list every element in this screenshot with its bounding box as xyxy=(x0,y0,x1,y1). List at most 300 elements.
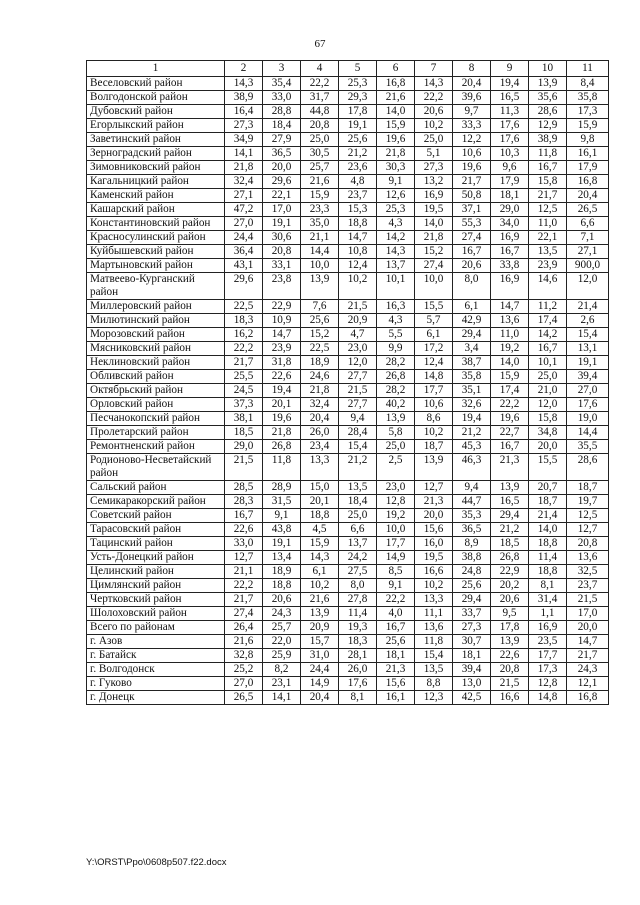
table-cell: 16,7 xyxy=(529,161,567,175)
table-cell: 36,4 xyxy=(225,245,263,259)
table-cell: 35,3 xyxy=(453,509,491,523)
table-cell: 55,3 xyxy=(453,217,491,231)
table-cell: 18,5 xyxy=(491,537,529,551)
table-cell: 13,6 xyxy=(491,314,529,328)
table-cell: 24,3 xyxy=(263,607,301,621)
table-cell: 18,1 xyxy=(453,649,491,663)
table-cell: 21,1 xyxy=(225,565,263,579)
table-cell: 15,6 xyxy=(377,677,415,691)
row-label: г. Гуково xyxy=(87,677,225,691)
table-row xyxy=(87,579,609,593)
table-cell: 4,5 xyxy=(301,523,339,537)
table-cell: 32,5 xyxy=(567,565,609,579)
table-cell: 4,3 xyxy=(377,217,415,231)
table-row xyxy=(87,300,609,314)
table-row xyxy=(87,217,609,231)
table-cell: 31,8 xyxy=(263,356,301,370)
table-cell: 27,9 xyxy=(263,133,301,147)
row-label: Красносулинский район xyxy=(87,231,225,245)
table-cell: 20,7 xyxy=(529,481,567,495)
table-cell: 19,3 xyxy=(339,621,377,635)
table-cell: 22,1 xyxy=(263,189,301,203)
table-cell: 35,4 xyxy=(263,77,301,91)
table-cell: 29,3 xyxy=(339,91,377,105)
table-cell: 13,9 xyxy=(415,454,453,481)
table-cell: 15,9 xyxy=(377,119,415,133)
table-cell: 21,3 xyxy=(415,495,453,509)
table-cell: 21,5 xyxy=(491,677,529,691)
table-cell: 40,2 xyxy=(377,398,415,412)
table-cell: 10,8 xyxy=(339,245,377,259)
table-cell: 19,1 xyxy=(263,537,301,551)
table-cell: 16,8 xyxy=(567,691,609,705)
table-row xyxy=(87,481,609,495)
table-cell: 10,0 xyxy=(301,259,339,273)
table-cell: 29,6 xyxy=(225,273,263,300)
row-label: Мартыновский район xyxy=(87,259,225,273)
table-cell: 25,6 xyxy=(377,635,415,649)
table-cell: 27,3 xyxy=(453,621,491,635)
table-cell: 22,2 xyxy=(377,593,415,607)
table-row xyxy=(87,691,609,705)
table-cell: 30,5 xyxy=(301,147,339,161)
table-cell: 35,5 xyxy=(567,440,609,454)
row-label: Семикаракорский район xyxy=(87,495,225,509)
data-table xyxy=(86,60,609,705)
table-row xyxy=(87,412,609,426)
table-cell: 19,6 xyxy=(377,133,415,147)
column-header: 5 xyxy=(339,61,377,77)
table-cell: 12,7 xyxy=(567,523,609,537)
table-cell: 27,0 xyxy=(567,384,609,398)
table-cell: 28,6 xyxy=(529,105,567,119)
table-cell: 3,4 xyxy=(453,342,491,356)
table-cell: 38,7 xyxy=(453,356,491,370)
row-label: Кашарский район xyxy=(87,203,225,217)
table-cell: 15,0 xyxy=(301,481,339,495)
table-cell: 21,2 xyxy=(453,426,491,440)
table-cell: 19,2 xyxy=(491,342,529,356)
table-cell: 20,9 xyxy=(301,621,339,635)
table-cell: 20,8 xyxy=(301,119,339,133)
table-cell: 13,7 xyxy=(339,537,377,551)
table-cell: 16,0 xyxy=(415,537,453,551)
table-cell: 16,5 xyxy=(491,495,529,509)
table-cell: 9,1 xyxy=(263,509,301,523)
table-cell: 18,8 xyxy=(529,565,567,579)
table-cell: 27,1 xyxy=(225,189,263,203)
table-cell: 20,9 xyxy=(339,314,377,328)
table-cell: 14,9 xyxy=(301,677,339,691)
table-cell: 16,9 xyxy=(491,231,529,245)
table-cell: 7,6 xyxy=(301,300,339,314)
table-cell: 28,2 xyxy=(377,384,415,398)
table-cell: 21,0 xyxy=(529,384,567,398)
table-cell: 15,9 xyxy=(491,370,529,384)
table-cell: 16,1 xyxy=(567,147,609,161)
table-cell: 17,6 xyxy=(339,677,377,691)
table-cell: 23,9 xyxy=(529,259,567,273)
row-label: Егорлыкский район xyxy=(87,119,225,133)
table-row xyxy=(87,440,609,454)
table-row xyxy=(87,161,609,175)
table-row xyxy=(87,175,609,189)
table-cell: 33,0 xyxy=(225,537,263,551)
table-cell: 5,5 xyxy=(377,328,415,342)
table-cell: 23,8 xyxy=(263,273,301,300)
table-cell: 12,4 xyxy=(415,356,453,370)
table-cell: 6,6 xyxy=(339,523,377,537)
table-cell: 22,7 xyxy=(491,426,529,440)
table-row xyxy=(87,370,609,384)
row-label: Тацинский район xyxy=(87,537,225,551)
table-cell: 8,0 xyxy=(339,579,377,593)
table-cell: 25,3 xyxy=(377,203,415,217)
table-cell: 8,8 xyxy=(415,677,453,691)
table-cell: 18,5 xyxy=(225,426,263,440)
table-cell: 44,7 xyxy=(453,495,491,509)
table-row xyxy=(87,189,609,203)
table-cell: 35,8 xyxy=(453,370,491,384)
table-cell: 11,8 xyxy=(415,635,453,649)
table-cell: 15,7 xyxy=(301,635,339,649)
table-cell: 17,2 xyxy=(415,342,453,356)
table-cell: 25,6 xyxy=(301,314,339,328)
table-cell: 12,0 xyxy=(339,356,377,370)
table-cell: 16,4 xyxy=(225,105,263,119)
table-cell: 16,8 xyxy=(377,77,415,91)
table-cell: 25,0 xyxy=(415,133,453,147)
table-cell: 16,9 xyxy=(415,189,453,203)
table-cell: 13,7 xyxy=(377,259,415,273)
table-cell: 28,2 xyxy=(377,356,415,370)
table-cell: 33,3 xyxy=(453,119,491,133)
table-cell: 27,3 xyxy=(225,119,263,133)
table-cell: 19,4 xyxy=(453,412,491,426)
table-cell: 14,7 xyxy=(567,635,609,649)
column-header: 4 xyxy=(301,61,339,77)
row-label: Родионово-Несветайский район xyxy=(87,454,225,481)
row-label: Всего по районам xyxy=(87,621,225,635)
table-cell: 8,1 xyxy=(529,579,567,593)
table-cell: 17,3 xyxy=(567,105,609,119)
table-cell: 44,8 xyxy=(301,105,339,119)
table-cell: 16,7 xyxy=(225,509,263,523)
table-cell: 11,0 xyxy=(491,328,529,342)
table-cell: 16,7 xyxy=(491,440,529,454)
table-cell: 16,7 xyxy=(529,342,567,356)
column-header: 11 xyxy=(567,61,609,77)
table-cell: 5,7 xyxy=(415,314,453,328)
table-cell: 28,3 xyxy=(225,495,263,509)
table-cell: 26,5 xyxy=(567,203,609,217)
row-label: Обливский район xyxy=(87,370,225,384)
table-row xyxy=(87,537,609,551)
table-cell: 25,7 xyxy=(263,621,301,635)
row-label: г. Волгодонск xyxy=(87,663,225,677)
table-cell: 25,0 xyxy=(339,509,377,523)
table-cell: 14,2 xyxy=(529,328,567,342)
table-cell: 33,7 xyxy=(453,607,491,621)
table-cell: 20,6 xyxy=(453,259,491,273)
table-cell: 20,6 xyxy=(263,593,301,607)
table-cell: 11,8 xyxy=(263,454,301,481)
table-cell: 17,9 xyxy=(491,175,529,189)
table-cell: 42,5 xyxy=(453,691,491,705)
table-cell: 27,0 xyxy=(225,217,263,231)
table-cell: 19,1 xyxy=(567,356,609,370)
table-cell: 23,9 xyxy=(263,342,301,356)
table-cell: 11,0 xyxy=(529,217,567,231)
table-cell: 19,6 xyxy=(453,161,491,175)
table-cell: 10,2 xyxy=(415,579,453,593)
table-cell: 25,5 xyxy=(225,370,263,384)
column-header: 6 xyxy=(377,61,415,77)
table-cell: 43,8 xyxy=(263,523,301,537)
table-cell: 10,0 xyxy=(377,523,415,537)
table-cell: 37,3 xyxy=(225,398,263,412)
table-cell: 20,8 xyxy=(263,245,301,259)
table-cell: 25,6 xyxy=(339,133,377,147)
table-cell: 26,0 xyxy=(301,426,339,440)
table-cell: 15,5 xyxy=(529,454,567,481)
table-cell: 21,8 xyxy=(301,384,339,398)
table-cell: 14,8 xyxy=(529,691,567,705)
table-cell: 22,2 xyxy=(415,91,453,105)
table-cell: 35,1 xyxy=(453,384,491,398)
table-cell: 14,3 xyxy=(225,77,263,91)
table-row xyxy=(87,147,609,161)
row-label: Матвеево-Курганский район xyxy=(87,273,225,300)
table-cell: 32,4 xyxy=(225,175,263,189)
table-cell: 21,8 xyxy=(415,231,453,245)
table-cell: 25,2 xyxy=(225,663,263,677)
table-cell: 14,3 xyxy=(377,245,415,259)
table-cell: 20,4 xyxy=(301,691,339,705)
table-cell: 8,5 xyxy=(377,565,415,579)
row-label: Чертковский район xyxy=(87,593,225,607)
table-cell: 20,0 xyxy=(263,161,301,175)
table-cell: 13,9 xyxy=(491,481,529,495)
row-label: Каменский район xyxy=(87,189,225,203)
table-cell: 22,6 xyxy=(263,370,301,384)
table-row xyxy=(87,356,609,370)
table-cell: 10,6 xyxy=(453,147,491,161)
table-cell: 18,7 xyxy=(415,440,453,454)
table-cell: 13,6 xyxy=(415,621,453,635)
table-cell: 27,3 xyxy=(415,161,453,175)
table-cell: 12,2 xyxy=(453,133,491,147)
table-cell: 18,9 xyxy=(301,356,339,370)
table-cell: 13,9 xyxy=(377,412,415,426)
table-cell: 18,9 xyxy=(263,565,301,579)
table-cell: 19,2 xyxy=(377,509,415,523)
table-cell: 13,3 xyxy=(301,454,339,481)
table-cell: 28,1 xyxy=(339,649,377,663)
table-cell: 12,9 xyxy=(529,119,567,133)
table-cell: 35,6 xyxy=(529,91,567,105)
table-cell: 21,1 xyxy=(301,231,339,245)
table-row xyxy=(87,635,609,649)
table-cell: 21,4 xyxy=(529,509,567,523)
table-cell: 21,4 xyxy=(567,300,609,314)
table-cell: 12,6 xyxy=(377,189,415,203)
row-label: Волгодонской район xyxy=(87,91,225,105)
table-cell: 39,6 xyxy=(453,91,491,105)
table-cell: 27,4 xyxy=(225,607,263,621)
table-cell: 11,4 xyxy=(529,551,567,565)
table-cell: 14,1 xyxy=(263,691,301,705)
table-cell: 20,2 xyxy=(491,579,529,593)
table-cell: 10,2 xyxy=(339,273,377,300)
table-cell: 36,5 xyxy=(453,523,491,537)
table-cell: 12,0 xyxy=(567,273,609,300)
table-cell: 19,5 xyxy=(415,203,453,217)
table-cell: 12,0 xyxy=(529,398,567,412)
table-cell: 6,6 xyxy=(567,217,609,231)
table-cell: 16,5 xyxy=(491,91,529,105)
table-cell: 31,4 xyxy=(529,593,567,607)
table-row xyxy=(87,677,609,691)
table-cell: 21,2 xyxy=(491,523,529,537)
table-cell: 13,5 xyxy=(529,245,567,259)
table-cell: 23,0 xyxy=(339,342,377,356)
table-cell: 10,2 xyxy=(415,119,453,133)
table-row xyxy=(87,273,609,300)
table-row xyxy=(87,398,609,412)
table-cell: 13,6 xyxy=(567,551,609,565)
table-cell: 39,4 xyxy=(453,663,491,677)
table-cell: 15,3 xyxy=(339,203,377,217)
table-cell: 13,9 xyxy=(301,607,339,621)
table-cell: 29,0 xyxy=(225,440,263,454)
table-cell: 13,9 xyxy=(491,635,529,649)
table-cell: 21,6 xyxy=(377,91,415,105)
table-row xyxy=(87,495,609,509)
table-cell: 14,7 xyxy=(339,231,377,245)
table-cell: 25,9 xyxy=(263,649,301,663)
table-cell: 16,1 xyxy=(377,691,415,705)
table-cell: 13,3 xyxy=(415,593,453,607)
table-cell: 18,8 xyxy=(263,579,301,593)
table-cell: 21,5 xyxy=(339,384,377,398)
table-cell: 12,7 xyxy=(415,481,453,495)
table-row xyxy=(87,77,609,91)
table-cell: 33,0 xyxy=(263,91,301,105)
table-cell: 33,8 xyxy=(491,259,529,273)
table-cell: 31,0 xyxy=(301,649,339,663)
table-cell: 12,7 xyxy=(225,551,263,565)
table-row xyxy=(87,91,609,105)
table-cell: 32,4 xyxy=(301,398,339,412)
table-cell: 19,4 xyxy=(491,77,529,91)
table-cell: 15,9 xyxy=(567,119,609,133)
table-cell: 26,8 xyxy=(263,440,301,454)
table-cell: 17,7 xyxy=(529,649,567,663)
table-cell: 13,2 xyxy=(415,175,453,189)
table-cell: 38,1 xyxy=(225,412,263,426)
table-cell: 16,9 xyxy=(529,621,567,635)
table-cell: 14,7 xyxy=(491,300,529,314)
table-row xyxy=(87,245,609,259)
table-cell: 32,8 xyxy=(225,649,263,663)
table-cell: 34,8 xyxy=(529,426,567,440)
column-header: 10 xyxy=(529,61,567,77)
table-cell: 2,6 xyxy=(567,314,609,328)
table-row xyxy=(87,551,609,565)
table-cell: 34,9 xyxy=(225,133,263,147)
table-cell: 27,7 xyxy=(339,370,377,384)
table-cell: 20,6 xyxy=(415,105,453,119)
table-cell: 6,1 xyxy=(453,300,491,314)
table-row xyxy=(87,328,609,342)
table-cell: 22,2 xyxy=(491,398,529,412)
table-cell: 4,8 xyxy=(339,175,377,189)
row-label: Сальский район xyxy=(87,481,225,495)
table-cell: 4,3 xyxy=(377,314,415,328)
table-cell: 22,6 xyxy=(491,649,529,663)
table-cell: 23,4 xyxy=(301,440,339,454)
table-cell: 24,3 xyxy=(567,663,609,677)
table-cell: 8,4 xyxy=(567,77,609,91)
table-cell: 30,3 xyxy=(377,161,415,175)
table-cell: 15,4 xyxy=(567,328,609,342)
table-cell: 16,8 xyxy=(567,175,609,189)
table-cell: 19,1 xyxy=(263,217,301,231)
table-cell: 27,4 xyxy=(453,231,491,245)
table-cell: 21,6 xyxy=(301,593,339,607)
table-cell: 27,0 xyxy=(225,677,263,691)
table-cell: 23,0 xyxy=(377,481,415,495)
table-cell: 10,1 xyxy=(529,356,567,370)
table-cell: 23,7 xyxy=(567,579,609,593)
table-cell: 10,0 xyxy=(415,273,453,300)
table-cell: 12,1 xyxy=(567,677,609,691)
table-row xyxy=(87,607,609,621)
table-cell: 8,9 xyxy=(453,537,491,551)
table-cell: 18,4 xyxy=(339,495,377,509)
table-cell: 16,2 xyxy=(225,328,263,342)
table-cell: 21,7 xyxy=(567,649,609,663)
row-label: Песчанокопский район xyxy=(87,412,225,426)
table-cell: 17,7 xyxy=(415,384,453,398)
table-cell: 47,2 xyxy=(225,203,263,217)
table-cell: 17,6 xyxy=(567,398,609,412)
table-cell: 6,1 xyxy=(415,328,453,342)
table-cell: 28,6 xyxy=(567,454,609,481)
table-cell: 6,1 xyxy=(301,565,339,579)
table-cell: 24,8 xyxy=(453,565,491,579)
table-cell: 21,3 xyxy=(491,454,529,481)
column-header: 8 xyxy=(453,61,491,77)
table-cell: 14,8 xyxy=(415,370,453,384)
table-cell: 21,5 xyxy=(339,300,377,314)
header-row xyxy=(87,61,609,77)
table-cell: 9,6 xyxy=(491,161,529,175)
table-row xyxy=(87,663,609,677)
table-cell: 25,7 xyxy=(301,161,339,175)
table-cell: 14,0 xyxy=(377,105,415,119)
table-cell: 11,3 xyxy=(491,105,529,119)
table-cell: 21,6 xyxy=(225,635,263,649)
table-cell: 29,6 xyxy=(263,175,301,189)
table-cell: 20,4 xyxy=(567,189,609,203)
table-cell: 23,3 xyxy=(301,203,339,217)
table-cell: 18,8 xyxy=(301,509,339,523)
table-cell: 45,3 xyxy=(453,440,491,454)
table-cell: 17,8 xyxy=(491,621,529,635)
table-cell: 20,8 xyxy=(491,663,529,677)
